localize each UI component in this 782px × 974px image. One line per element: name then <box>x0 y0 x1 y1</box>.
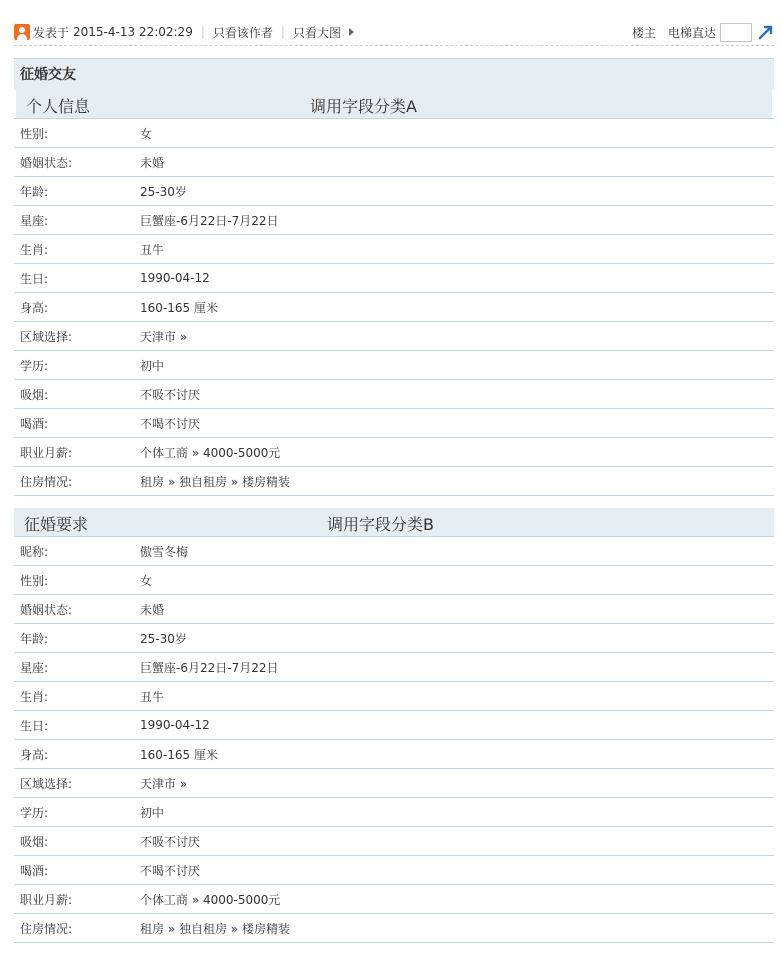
field-label: 性别: <box>20 573 49 588</box>
table-row <box>14 537 774 566</box>
table-row <box>14 322 774 351</box>
post-content <box>14 58 774 943</box>
floor-label: 楼主 <box>631 25 656 40</box>
table-row <box>14 177 774 206</box>
field-label: 年龄: <box>20 184 49 199</box>
field-label: 性别: <box>20 126 49 141</box>
field-value: 女 <box>140 573 153 588</box>
table-row <box>14 264 774 293</box>
section-b-header <box>14 508 774 536</box>
page-title: 征婚交友 <box>14 58 774 90</box>
field-label: 身高: <box>20 300 49 315</box>
field-label: 吸烟: <box>20 387 49 402</box>
table-row <box>14 653 774 682</box>
elevator-input[interactable] <box>720 23 752 42</box>
field-label: 住房情况: <box>20 921 73 936</box>
section-a-subtitle: 调用字段分类A <box>310 97 417 116</box>
section-b-title: 征婚要求 <box>24 515 89 534</box>
table-row <box>14 595 774 624</box>
table-row <box>14 566 774 595</box>
table-row <box>14 148 774 177</box>
posted-label: 发表于 <box>33 25 70 40</box>
field-value: 天津市 » <box>140 776 188 791</box>
field-value: 1990-04-12 <box>140 271 210 285</box>
field-value: 不吸不讨厌 <box>140 834 201 849</box>
table-row <box>14 769 774 798</box>
table-row <box>14 206 774 235</box>
field-value: 160-165 厘米 <box>140 747 218 762</box>
field-value: 女 <box>140 126 153 141</box>
author-icon[interactable] <box>14 24 30 40</box>
table-row <box>14 380 774 409</box>
field-value: 个体工商 » 4000-5000元 <box>140 445 281 460</box>
field-value: 未婚 <box>140 155 165 170</box>
table-row <box>14 827 774 856</box>
field-value: 租房 » 独自租房 » 楼房精装 <box>140 474 290 489</box>
field-value: 巨蟹座-6月22日-7月22日 <box>140 660 279 675</box>
field-value: 160-165 厘米 <box>140 300 218 315</box>
field-label: 星座: <box>20 660 49 675</box>
table-row <box>14 711 774 740</box>
field-label: 学历: <box>20 358 49 373</box>
table-row <box>14 682 774 711</box>
field-label: 区域选择: <box>20 776 73 791</box>
field-value: 傲雪冬梅 <box>140 544 189 559</box>
table-row <box>14 798 774 827</box>
go-arrow-icon[interactable] <box>758 24 774 40</box>
field-value: 不喝不讨厌 <box>140 416 201 431</box>
post-meta-left <box>14 22 354 42</box>
field-value: 租房 » 独自租房 » 楼房精装 <box>140 921 290 936</box>
field-value: 初中 <box>140 358 165 373</box>
field-value: 未婚 <box>140 602 165 617</box>
table-row <box>14 467 774 496</box>
section-b-subtitle: 调用字段分类B <box>327 515 434 534</box>
posted-time: 2015-4-13 22:02:29 <box>73 25 193 39</box>
field-label: 住房情况: <box>20 474 73 489</box>
field-value: 丑牛 <box>140 689 165 704</box>
post-meta-bar <box>14 20 774 46</box>
field-value: 丑牛 <box>140 242 165 257</box>
field-label: 吸烟: <box>20 834 49 849</box>
table-row <box>14 624 774 653</box>
field-label: 职业月薪: <box>20 892 73 907</box>
field-value: 1990-04-12 <box>140 718 210 732</box>
table-row <box>14 351 774 380</box>
field-value: 不吸不讨厌 <box>140 387 201 402</box>
field-label: 生肖: <box>20 689 49 704</box>
field-label: 婚姻状态: <box>20 602 73 617</box>
field-label: 年龄: <box>20 631 49 646</box>
field-label: 生日: <box>20 271 49 286</box>
field-label: 生肖: <box>20 242 49 257</box>
field-value: 25-30岁 <box>140 184 187 199</box>
field-label: 区域选择: <box>20 329 73 344</box>
field-label: 身高: <box>20 747 49 762</box>
field-value: 不喝不讨厌 <box>140 863 201 878</box>
field-value: 天津市 » <box>140 329 188 344</box>
field-value: 巨蟹座-6月22日-7月22日 <box>140 213 279 228</box>
section-b-rows <box>14 536 774 943</box>
section-a-header <box>16 90 772 118</box>
table-row <box>14 914 774 943</box>
table-row <box>14 885 774 914</box>
only-author-link[interactable]: 只看该作者 <box>212 25 273 40</box>
field-value: 个体工商 » 4000-5000元 <box>140 892 281 907</box>
table-row <box>14 409 774 438</box>
section-a-title: 个人信息 <box>26 97 91 116</box>
field-label: 昵称: <box>20 544 49 559</box>
table-row <box>14 856 774 885</box>
field-value: 25-30岁 <box>140 631 187 646</box>
separator: | <box>280 25 285 39</box>
field-value: 初中 <box>140 805 165 820</box>
table-row <box>14 740 774 769</box>
table-row <box>14 119 774 148</box>
field-label: 婚姻状态: <box>20 155 73 170</box>
post-meta-right <box>632 21 774 43</box>
field-label: 生日: <box>20 718 49 733</box>
field-label: 喝酒: <box>20 863 49 878</box>
section-a-rows <box>14 118 774 496</box>
field-label: 喝酒: <box>20 416 49 431</box>
separator: | <box>200 25 205 39</box>
field-label: 职业月薪: <box>20 445 73 460</box>
arrow-right-icon[interactable] <box>349 28 354 36</box>
field-label: 星座: <box>20 213 49 228</box>
field-label: 学历: <box>20 805 49 820</box>
only-big-image-link[interactable]: 只看大图 <box>292 25 341 40</box>
elevator-label: 电梯直达 <box>667 25 716 40</box>
table-row <box>14 293 774 322</box>
table-row <box>14 438 774 467</box>
table-row <box>14 235 774 264</box>
